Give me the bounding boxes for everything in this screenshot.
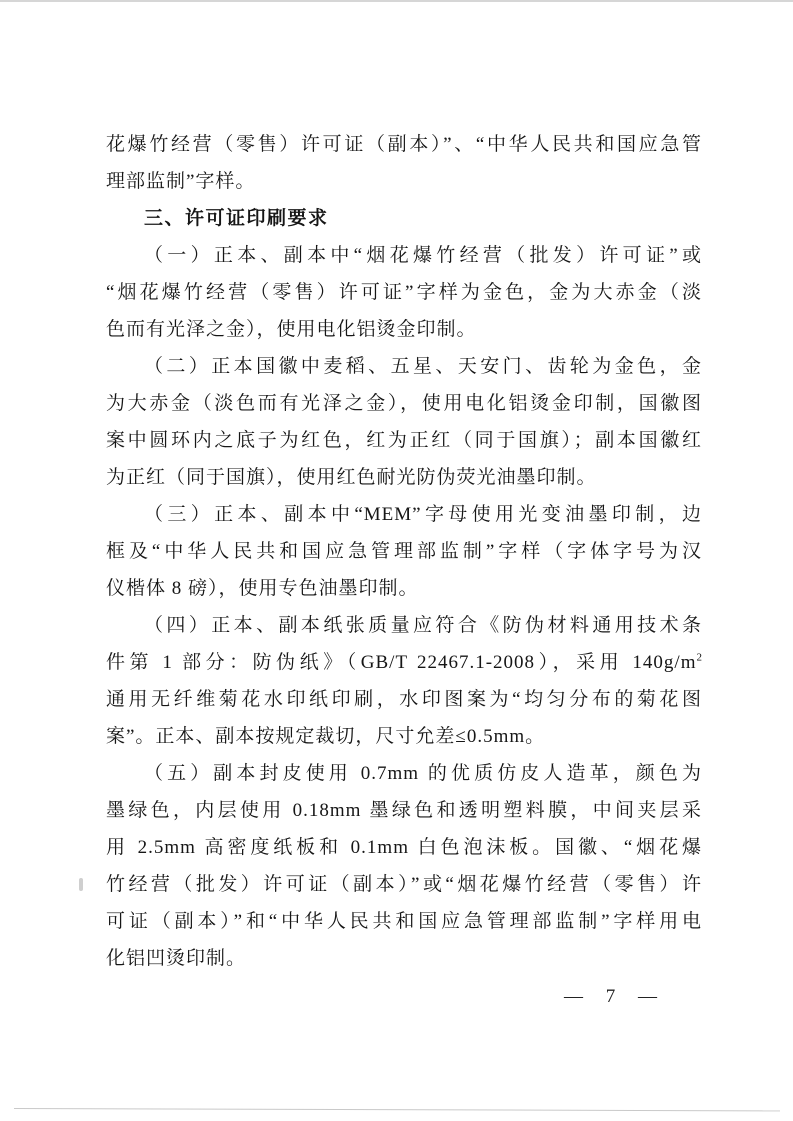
text-line — [106, 311, 702, 348]
text-line — [106, 755, 702, 792]
text-line — [106, 718, 702, 755]
text-line — [106, 903, 702, 940]
text-line — [106, 866, 702, 903]
text-run: 理部监制”字样。 — [106, 171, 256, 192]
page-number-row — [106, 978, 702, 1015]
text-run: （二）正本国徽中麦稻、五星、天安门、齿轮为金色，金 — [144, 356, 702, 377]
text-line — [106, 496, 702, 533]
text-run: 可证（副本）”和“中华人民共和国应急管理部监制”字样用电 — [106, 911, 702, 932]
text-line — [106, 126, 702, 163]
text-run: 三、许可证印刷要求 — [144, 208, 329, 229]
text-run: 仪楷体 8 磅），使用专色油墨印制。 — [106, 578, 419, 599]
paragraph — [106, 348, 702, 496]
text-run: 花爆竹经营（零售）许可证（副本）”、“中华人民共和国应急管 — [106, 134, 702, 155]
section-heading — [106, 200, 702, 237]
superscript: 2 — [696, 651, 702, 664]
text-run: （一）正本、副本中“烟花爆竹经营（批发）许可证”或 — [144, 245, 702, 266]
document-body — [106, 126, 702, 977]
text-run: 为正红（同于国旗），使用红色耐光防伪荧光油墨印制。 — [106, 467, 597, 488]
text-line — [106, 348, 702, 385]
text-line — [106, 385, 702, 422]
text-run: 墨绿色，内层使用 0.18mm 墨绿色和透明塑料膜，中间夹层采 — [106, 800, 702, 821]
text-line — [106, 570, 702, 607]
paragraph — [106, 607, 702, 755]
text-line — [106, 274, 702, 311]
text-line — [106, 792, 702, 829]
text-run: 化铝凹烫印制。 — [106, 948, 247, 969]
text-run: 案”。正本、副本按规定裁切，尺寸允差≤0.5mm。 — [106, 726, 546, 747]
text-run: 案中圆环内之底子为红色，红为正红（同于国旗）；副本国徽红 — [106, 430, 702, 451]
text-line — [106, 237, 702, 274]
text-run: 用 2.5mm 高密度纸板和 0.1mm 白色泡沫板。国徽、“烟花爆 — [106, 837, 702, 858]
text-line — [106, 644, 702, 681]
paragraph — [106, 755, 702, 977]
text-line — [106, 607, 702, 644]
scan-artifact — [79, 878, 83, 891]
paragraph — [106, 496, 702, 607]
text-line — [106, 533, 702, 570]
text-line — [106, 940, 702, 977]
text-run: （五）副本封皮使用 0.7mm 的优质仿皮人造革，颜色为 — [144, 763, 702, 784]
paragraph — [106, 126, 702, 200]
text-line — [106, 422, 702, 459]
text-line — [106, 200, 702, 237]
text-line — [106, 163, 702, 200]
text-line — [106, 459, 702, 496]
text-run: 为大赤金（淡色而有光泽之金），使用电化铝烫金印制，国徽图 — [106, 393, 702, 414]
text-line — [106, 681, 702, 718]
text-run: （四）正本、副本纸张质量应符合《防伪材料通用技术条 — [144, 615, 702, 636]
text-run: 框及“中华人民共和国应急管理部监制”字样（字体字号为汉 — [106, 541, 702, 562]
text-run: 色而有光泽之金），使用电化铝烫金印制。 — [106, 319, 477, 340]
text-run: “烟花爆竹经营（零售）许可证”字样为金色，金为大赤金（淡 — [106, 282, 702, 303]
text-run: 件第 1 部分：防伪纸》（GB/T 22467.1-2008），采用 140g/m — [106, 652, 697, 673]
text-run: （三）正本、副本中“MEM”字母使用光变油墨印制，边 — [144, 504, 702, 525]
page-number: — 7 — — [564, 986, 666, 1007]
scan-edge-bottom — [14, 1108, 780, 1111]
text-run: 通用无纤维菊花水印纸印刷，水印图案为“均匀分布的菊花图 — [106, 689, 702, 710]
text-line — [106, 829, 702, 866]
text-run: 竹经营（批发）许可证（副本）”或“烟花爆竹经营（零售）许 — [106, 874, 702, 895]
paragraph — [106, 237, 702, 348]
scan-edge-top — [0, 0, 793, 2]
